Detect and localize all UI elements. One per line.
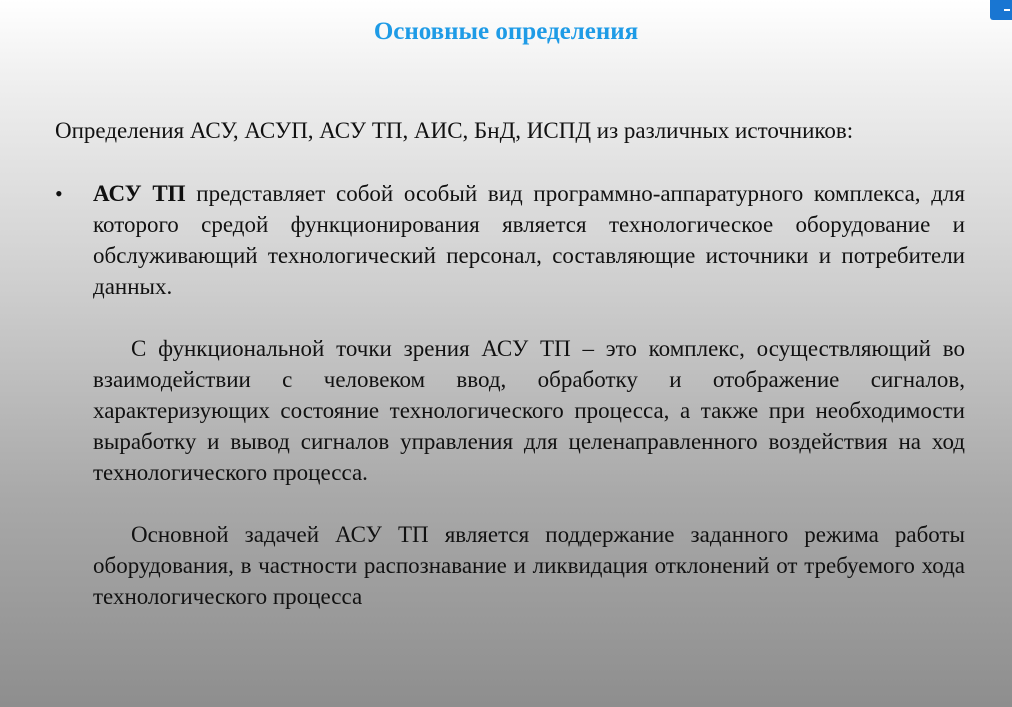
definition-text: представляет собой особый вид программно-аппаратурного комплекса, для которого средой функционирования является технологическое оборудование и обслуживающий технологический персонал, составляющие источники и потребители данных. <box>93 181 965 299</box>
intro-text: Определения АСУ, АСУП, АСУ ТП, АИС, БнД, ИСПД из различных источников: <box>55 118 854 143</box>
term-asu-tp: АСУ ТП <box>93 181 186 206</box>
functional-paragraph: С функциональной точки зрения АСУ ТП – это комплекс, осуществляющий во взаимодействии с человеком ввод, обработку и отображение сигналов, характеризующих состояние технологического процесса, а также при необходимости выработку и вывод сигналов управления для целенаправленного воздействия на ход технологического процесса. <box>93 336 965 485</box>
slide-title: Основные определения <box>373 18 639 45</box>
bullet-marker: • <box>55 181 63 206</box>
main-task-paragraph: Основной задачей АСУ ТП является поддержание заданного режима работы оборудования, в частности распознавание и ликвидация отклонений от требуемого хода технологического процесса <box>93 522 965 609</box>
minimize-button[interactable] <box>990 0 1012 20</box>
bullet-content <box>93 178 965 612</box>
minimize-icon <box>1004 9 1010 11</box>
definition-paragraph <box>93 178 965 302</box>
definition-bullet <box>55 178 965 612</box>
